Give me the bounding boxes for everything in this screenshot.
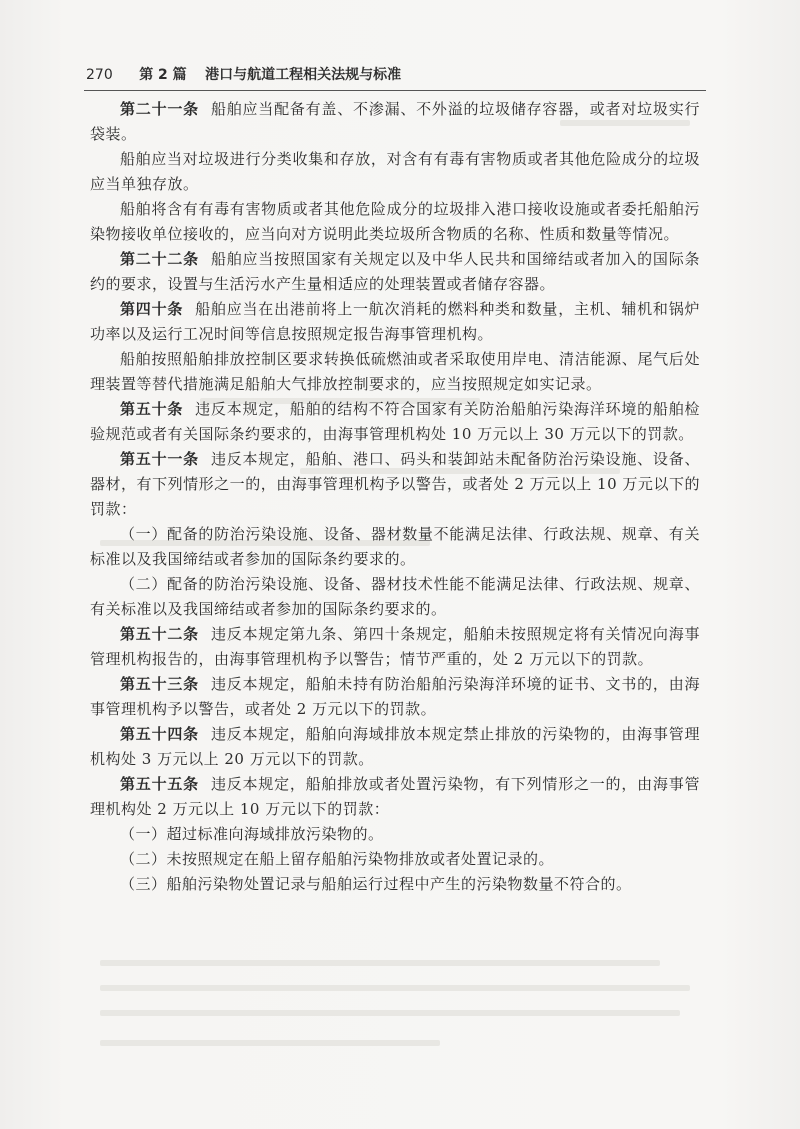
header-divider [84,90,706,91]
bleed-through-mark [100,960,660,966]
paragraph-text: （三）船舶污染物处置记录与船舶运行过程中产生的污染物数量不符合的。 [120,875,632,893]
paragraph [90,722,700,772]
paragraph-text: 违反本规定，船舶、港口、码头和装卸站未配备防治污染设施、设备、器材，有下列情形之一的，由海事管理机构予以警告，或者处 2 万元以上 10 万元以下的罚款： [90,450,700,518]
page-header [86,64,706,84]
paragraph [90,97,700,147]
paragraph-text: 船舶应当在出港前将上一航次消耗的燃料种类和数量，主机、辅机和锅炉功率以及运行工况时间等信息按照规定报告海事管理机构。 [90,300,700,343]
paragraph-text: 违反本规定，船舶未持有防治船舶污染海洋环境的证书、文书的，由海事管理机构予以警告，或者处 2 万元以下的罚款。 [90,675,700,718]
article-label: 第五十条 [120,400,184,418]
paragraph [90,347,700,397]
page-number: 270 [86,67,113,83]
paragraph [90,772,700,822]
article-label: 第二十二条 [120,250,199,268]
bleed-through-mark [100,985,690,991]
paragraph [90,522,700,572]
paragraph-text: 违反本规定，船舶向海域排放本规定禁止排放的污染物的，由海事管理机构处 3 万元以上 20 万元以下的罚款。 [90,725,700,768]
paragraph-text: 船舶将含有有毒有害物质或者其他危险成分的垃圾排入港口接收设施或者委托船舶污染物接收单位接收的，应当向对方说明此类垃圾所含物质的名称、性质和数量等情况。 [90,200,700,243]
paragraph [90,247,700,297]
paragraph-text: （二）未按照规定在船上留存船舶污染物排放或者处置记录的。 [120,850,555,868]
paragraph [90,397,700,447]
article-label: 第五十一条 [120,450,199,468]
paragraph [90,872,700,897]
article-label: 第四十条 [120,300,184,318]
paragraph-text: 违反本规定，船舶的结构不符合国家有关防治船舶污染海洋环境的船舶检验规范或者有关国际条约要求的，由海事管理机构处 10 万元以上 30 万元以下的罚款。 [90,400,700,443]
body-text [90,97,700,897]
paragraph-text: 船舶应当对垃圾进行分类收集和存放，对含有有毒有害物质或者其他危险成分的垃圾应当单独存放。 [90,150,700,193]
section-title: 港口与航道工程相关法规与标准 [205,67,402,83]
article-label: 第五十三条 [120,675,199,693]
paragraph-text: 船舶应当配备有盖、不渗漏、不外溢的垃圾储存容器，或者对垃圾实行袋装。 [90,100,700,143]
article-label: 第五十五条 [120,775,199,793]
bleed-through-mark [100,1010,680,1016]
paragraph-text: 违反本规定第九条、第四十条规定，船舶未按照规定将有关情况向海事管理机构报告的，由海事管理机构予以警告；情节严重的，处 2 万元以下的罚款。 [90,625,700,668]
bleed-through-mark [100,1040,440,1046]
paragraph [90,847,700,872]
paragraph-text: （一）超过标准向海域排放污染物的。 [120,825,384,843]
paragraph [90,572,700,622]
paragraph [90,622,700,672]
article-label: 第五十二条 [120,625,199,643]
paragraph [90,197,700,247]
paragraph-text: 船舶应当按照国家有关规定以及中华人民共和国缔结或者加入的国际条约的要求，设置与生活污水产生量相适应的处理装置或者储存容器。 [90,250,700,293]
paragraph-text: （一）配备的防治污染设施、设备、器材数量不能满足法律、行政法规、规章、有关标准以及我国缔结或者参加的国际条约要求的。 [90,525,700,568]
paragraph [90,672,700,722]
paragraph-text: （二）配备的防治污染设施、设备、器材技术性能不能满足法律、行政法规、规章、有关标准以及我国缔结或者参加的国际条约要求的。 [90,575,700,618]
paragraph [90,147,700,197]
part-label: 第 2 篇 [139,67,187,83]
paragraph-text: 船舶按照船舶排放控制区要求转换低硫燃油或者采取使用岸电、清洁能源、尾气后处理装置等替代措施满足船舶大气排放控制要求的，应当按照规定如实记录。 [90,350,700,393]
paragraph [90,447,700,522]
paragraph-text: 违反本规定，船舶排放或者处置污染物，有下列情形之一的，由海事管理机构处 2 万元以上 10 万元以下的罚款： [90,775,700,818]
paragraph [90,822,700,847]
article-label: 第二十一条 [120,100,199,118]
article-label: 第五十四条 [120,725,199,743]
paragraph [90,297,700,347]
